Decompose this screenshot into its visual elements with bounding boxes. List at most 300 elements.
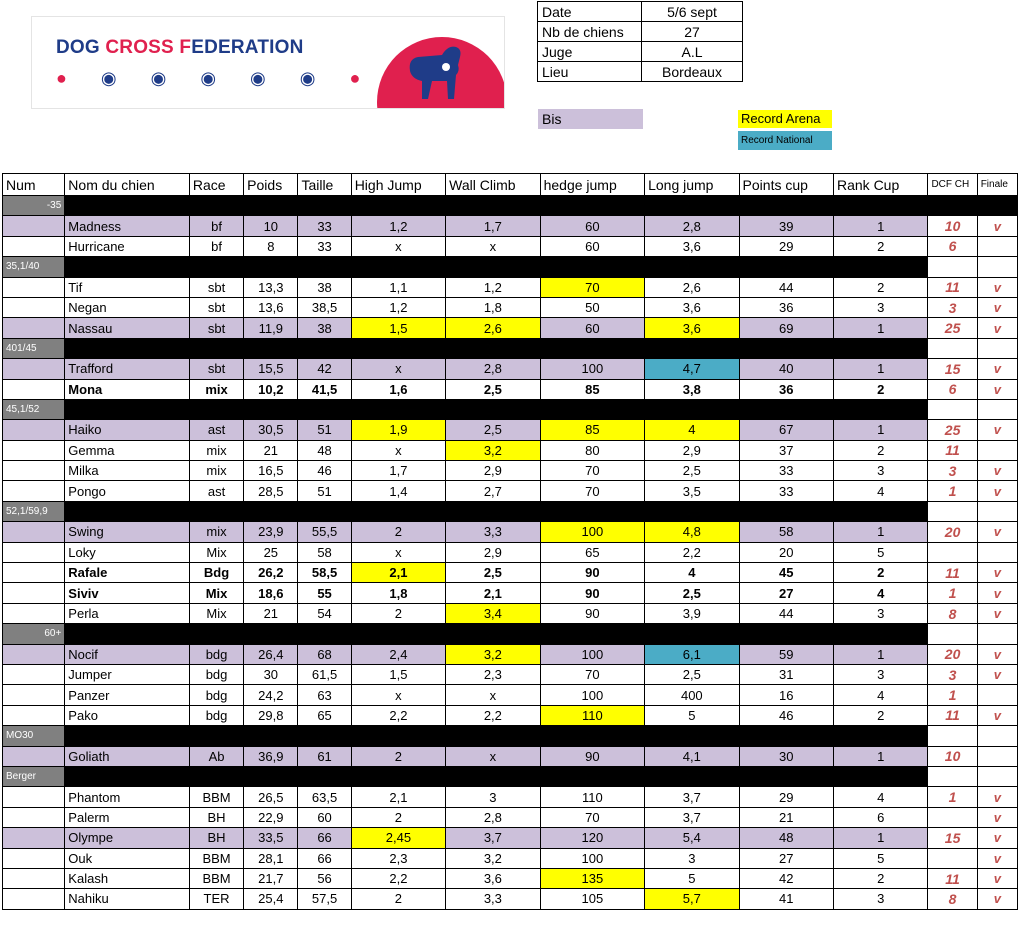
wall-cell: 3,2 — [446, 440, 540, 460]
long-cell: 3,7 — [645, 787, 739, 807]
name-cell: Phantom — [65, 787, 190, 807]
category-row — [3, 257, 1018, 277]
long-cell: 3,6 — [645, 297, 739, 317]
num-cell — [3, 481, 65, 501]
wall-cell: 3,4 — [446, 603, 540, 623]
rank-cell: 1 — [834, 359, 928, 379]
high-cell: 2,45 — [351, 828, 445, 848]
category-tail-cell — [977, 726, 1017, 746]
num-cell — [3, 542, 65, 562]
race-cell: bdg — [189, 705, 243, 725]
category-row — [3, 196, 1018, 216]
points-cell: 40 — [739, 359, 833, 379]
column-header: Rank Cup — [834, 174, 928, 196]
race-cell: Bdg — [189, 563, 243, 583]
race-cell: ast — [189, 420, 243, 440]
taille-cell: 66 — [298, 828, 351, 848]
poids-cell: 23,9 — [244, 522, 298, 542]
dcf-ch-cell: 25 — [928, 318, 977, 338]
name-cell: Jumper — [65, 664, 190, 684]
dcf-ch-cell — [928, 848, 977, 868]
dog-row — [3, 746, 1018, 766]
finale-cell: v — [977, 297, 1017, 317]
points-cell: 29 — [739, 787, 833, 807]
name-cell: Olympe — [65, 828, 190, 848]
high-cell: x — [351, 359, 445, 379]
race-cell: sbt — [189, 359, 243, 379]
dog-row — [3, 420, 1018, 440]
race-cell: bdg — [189, 664, 243, 684]
poids-cell: 21,7 — [244, 868, 298, 888]
wall-cell: 2,9 — [446, 461, 540, 481]
dcf-ch-cell: 15 — [928, 828, 977, 848]
dcf-ch-cell: 11 — [928, 440, 977, 460]
num-cell — [3, 664, 65, 684]
category-tail-cell — [977, 196, 1017, 216]
race-cell: BBM — [189, 868, 243, 888]
dcf-ch-cell: 25 — [928, 420, 977, 440]
category-tail-cell — [977, 501, 1017, 521]
dcf-ch-cell: 1 — [928, 481, 977, 501]
category-row — [3, 726, 1018, 746]
taille-cell: 48 — [298, 440, 351, 460]
column-header: Taille — [298, 174, 351, 196]
race-cell: mix — [189, 379, 243, 399]
wall-cell: 3,2 — [446, 848, 540, 868]
category-tail-cell — [977, 257, 1017, 277]
category-tail-cell — [977, 338, 1017, 358]
category-label: Berger — [3, 766, 65, 786]
hedge-cell: 60 — [540, 236, 645, 256]
name-cell: Hurricane — [65, 236, 190, 256]
rank-cell: 2 — [834, 440, 928, 460]
high-cell: x — [351, 542, 445, 562]
long-cell: 4 — [645, 563, 739, 583]
rank-cell: 2 — [834, 868, 928, 888]
long-cell: 3,5 — [645, 481, 739, 501]
race-cell: mix — [189, 461, 243, 481]
poids-cell: 21 — [244, 440, 298, 460]
column-header: Wall Climb — [446, 174, 540, 196]
taille-cell: 58 — [298, 542, 351, 562]
points-cell: 36 — [739, 297, 833, 317]
points-cell: 27 — [739, 583, 833, 603]
category-bar — [65, 338, 928, 358]
rank-cell: 4 — [834, 481, 928, 501]
hedge-cell: 100 — [540, 848, 645, 868]
category-bar — [65, 624, 928, 644]
name-cell: Rafale — [65, 563, 190, 583]
points-cell: 44 — [739, 277, 833, 297]
finale-cell — [977, 542, 1017, 562]
dcf-ch-cell: 11 — [928, 705, 977, 725]
name-cell: Palerm — [65, 807, 190, 827]
category-tail-cell — [928, 624, 977, 644]
dog-row — [3, 583, 1018, 603]
long-cell: 4,7 — [645, 359, 739, 379]
taille-cell: 55 — [298, 583, 351, 603]
rank-cell: 6 — [834, 807, 928, 827]
dog-row — [3, 297, 1018, 317]
results-table — [2, 173, 1018, 910]
taille-cell: 38 — [298, 318, 351, 338]
legend-record-national: Record National — [738, 131, 832, 150]
wall-cell: 2,7 — [446, 481, 540, 501]
taille-cell: 56 — [298, 868, 351, 888]
category-bar — [65, 399, 928, 419]
high-cell: 1,7 — [351, 461, 445, 481]
hedge-cell: 100 — [540, 522, 645, 542]
hedge-cell: 100 — [540, 359, 645, 379]
wall-cell: 1,2 — [446, 277, 540, 297]
dcf-ch-cell: 15 — [928, 359, 977, 379]
finale-cell: v — [977, 216, 1017, 236]
taille-cell: 61 — [298, 746, 351, 766]
wall-cell: 2,1 — [446, 583, 540, 603]
race-cell: bf — [189, 216, 243, 236]
taille-cell: 51 — [298, 481, 351, 501]
category-tail-cell — [928, 257, 977, 277]
dog-row — [3, 603, 1018, 623]
race-cell: BBM — [189, 787, 243, 807]
column-header: DCF CH — [928, 174, 977, 196]
category-label: MO30 — [3, 726, 65, 746]
num-cell — [3, 868, 65, 888]
num-cell — [3, 440, 65, 460]
poids-cell: 10 — [244, 216, 298, 236]
long-cell: 2,5 — [645, 664, 739, 684]
category-bar — [65, 501, 928, 521]
info-value: Bordeaux — [642, 62, 743, 82]
hedge-cell: 135 — [540, 868, 645, 888]
num-cell — [3, 889, 65, 909]
long-cell: 2,2 — [645, 542, 739, 562]
race-cell: Mix — [189, 583, 243, 603]
poids-cell: 8 — [244, 236, 298, 256]
dog-row — [3, 277, 1018, 297]
dog-row — [3, 664, 1018, 684]
wall-cell: 3 — [446, 787, 540, 807]
dcf-ch-cell: 6 — [928, 379, 977, 399]
info-label: Juge — [538, 42, 642, 62]
long-cell: 2,5 — [645, 583, 739, 603]
num-cell — [3, 297, 65, 317]
long-cell: 5,7 — [645, 889, 739, 909]
poids-cell: 13,3 — [244, 277, 298, 297]
taille-cell: 41,5 — [298, 379, 351, 399]
info-row — [538, 62, 743, 82]
race-cell: BBM — [189, 848, 243, 868]
high-cell: 1,9 — [351, 420, 445, 440]
name-cell: Perla — [65, 603, 190, 623]
finale-cell: v — [977, 828, 1017, 848]
poids-cell: 15,5 — [244, 359, 298, 379]
finale-cell: v — [977, 664, 1017, 684]
hedge-cell: 65 — [540, 542, 645, 562]
wall-cell: 2,2 — [446, 705, 540, 725]
taille-cell: 38 — [298, 277, 351, 297]
long-cell: 4 — [645, 420, 739, 440]
name-cell: Gemma — [65, 440, 190, 460]
dcf-ch-cell: 1 — [928, 787, 977, 807]
finale-cell: v — [977, 807, 1017, 827]
taille-cell: 57,5 — [298, 889, 351, 909]
running-dog-icon: ◉ — [299, 68, 316, 88]
poids-cell: 25,4 — [244, 889, 298, 909]
num-cell — [3, 583, 65, 603]
name-cell: Trafford — [65, 359, 190, 379]
paw-icon: ● — [349, 68, 361, 88]
high-cell: 2,3 — [351, 848, 445, 868]
high-cell: 1,2 — [351, 297, 445, 317]
category-tail-cell — [977, 766, 1017, 786]
taille-cell: 38,5 — [298, 297, 351, 317]
category-bar — [65, 766, 928, 786]
dcf-ch-cell: 20 — [928, 644, 977, 664]
wall-cell: 2,5 — [446, 379, 540, 399]
long-cell: 5,4 — [645, 828, 739, 848]
dcf-ch-cell: 3 — [928, 664, 977, 684]
hedge-cell: 120 — [540, 828, 645, 848]
dog-row — [3, 848, 1018, 868]
wall-climb-icon: ◉ — [150, 68, 167, 88]
dcf-ch-cell: 11 — [928, 277, 977, 297]
rank-cell: 2 — [834, 236, 928, 256]
rank-cell: 3 — [834, 889, 928, 909]
rank-cell: 2 — [834, 277, 928, 297]
dog-row — [3, 644, 1018, 664]
dcf-ch-cell: 1 — [928, 685, 977, 705]
info-value: 27 — [642, 22, 743, 42]
category-tail-cell — [928, 501, 977, 521]
category-label: 52,1/59,9 — [3, 501, 65, 521]
points-cell: 59 — [739, 644, 833, 664]
category-bar — [65, 196, 928, 216]
category-label: 45,1/52 — [3, 399, 65, 419]
finale-cell — [977, 440, 1017, 460]
finale-cell — [977, 746, 1017, 766]
rank-cell: 2 — [834, 563, 928, 583]
wall-cell: 2,3 — [446, 664, 540, 684]
high-cell: 2 — [351, 522, 445, 542]
hedge-cell: 80 — [540, 440, 645, 460]
dog-row — [3, 705, 1018, 725]
high-cell: 2 — [351, 807, 445, 827]
long-cell: 2,8 — [645, 216, 739, 236]
finale-cell: v — [977, 583, 1017, 603]
finale-cell: v — [977, 705, 1017, 725]
wall-cell: 3,3 — [446, 889, 540, 909]
taille-cell: 63 — [298, 685, 351, 705]
points-cell: 30 — [739, 746, 833, 766]
poids-cell: 33,5 — [244, 828, 298, 848]
taille-cell: 60 — [298, 807, 351, 827]
num-cell — [3, 685, 65, 705]
federation-logo — [31, 16, 505, 109]
category-tail-cell — [977, 624, 1017, 644]
category-bar — [65, 257, 928, 277]
taille-cell: 42 — [298, 359, 351, 379]
points-cell: 33 — [739, 481, 833, 501]
finale-cell: v — [977, 868, 1017, 888]
high-jump-icon: ◉ — [100, 68, 117, 88]
info-label: Date — [538, 2, 642, 22]
num-cell — [3, 461, 65, 481]
rank-cell: 2 — [834, 379, 928, 399]
rank-cell: 1 — [834, 828, 928, 848]
finale-cell: v — [977, 318, 1017, 338]
category-tail-cell — [928, 338, 977, 358]
name-cell: Pako — [65, 705, 190, 725]
long-cell: 3,6 — [645, 318, 739, 338]
points-cell: 20 — [739, 542, 833, 562]
finale-cell: v — [977, 277, 1017, 297]
rank-cell: 2 — [834, 705, 928, 725]
high-cell: 2 — [351, 889, 445, 909]
hedge-cell: 70 — [540, 481, 645, 501]
long-cell: 3,7 — [645, 807, 739, 827]
long-cell: 4,1 — [645, 746, 739, 766]
dcf-ch-cell: 11 — [928, 868, 977, 888]
name-cell: Panzer — [65, 685, 190, 705]
poids-cell: 30 — [244, 664, 298, 684]
category-row — [3, 624, 1018, 644]
race-cell: mix — [189, 440, 243, 460]
dog-row — [3, 807, 1018, 827]
num-cell — [3, 828, 65, 848]
taille-cell: 65 — [298, 705, 351, 725]
name-cell: Pongo — [65, 481, 190, 501]
hedge-cell: 70 — [540, 807, 645, 827]
name-cell: Swing — [65, 522, 190, 542]
wall-cell: x — [446, 685, 540, 705]
num-cell — [3, 644, 65, 664]
name-cell: Loky — [65, 542, 190, 562]
wall-cell: 2,5 — [446, 420, 540, 440]
name-cell: Nocif — [65, 644, 190, 664]
race-cell: BH — [189, 807, 243, 827]
category-label: 401/45 — [3, 338, 65, 358]
long-cell: 2,6 — [645, 277, 739, 297]
wall-cell: 2,8 — [446, 807, 540, 827]
high-cell: 2 — [351, 746, 445, 766]
hedge-cell: 60 — [540, 318, 645, 338]
high-cell: 2,2 — [351, 868, 445, 888]
category-bar — [65, 726, 928, 746]
long-cell: 2,5 — [645, 461, 739, 481]
dog-row — [3, 236, 1018, 256]
poids-cell: 26,4 — [244, 644, 298, 664]
category-tail-cell — [928, 726, 977, 746]
rank-cell: 5 — [834, 848, 928, 868]
poids-cell: 22,9 — [244, 807, 298, 827]
long-cell: 2,9 — [645, 440, 739, 460]
race-cell: mix — [189, 522, 243, 542]
race-cell: TER — [189, 889, 243, 909]
race-cell: Mix — [189, 542, 243, 562]
hedge-cell: 70 — [540, 461, 645, 481]
category-row — [3, 766, 1018, 786]
wall-cell: 2,9 — [446, 542, 540, 562]
high-cell: x — [351, 440, 445, 460]
dcf-ch-cell: 6 — [928, 236, 977, 256]
finale-cell: v — [977, 481, 1017, 501]
race-cell: ast — [189, 481, 243, 501]
column-header: Long jump — [645, 174, 739, 196]
points-cell: 45 — [739, 563, 833, 583]
rank-cell: 1 — [834, 746, 928, 766]
taille-cell: 55,5 — [298, 522, 351, 542]
points-cell: 69 — [739, 318, 833, 338]
dcf-ch-cell — [928, 542, 977, 562]
high-cell: 1,5 — [351, 664, 445, 684]
finale-cell: v — [977, 379, 1017, 399]
hedge-cell: 85 — [540, 420, 645, 440]
dog-row — [3, 440, 1018, 460]
poids-cell: 26,2 — [244, 563, 298, 583]
rank-cell: 1 — [834, 318, 928, 338]
high-cell: 1,6 — [351, 379, 445, 399]
name-cell: Negan — [65, 297, 190, 317]
dcf-ch-cell — [928, 807, 977, 827]
poids-cell: 36,9 — [244, 746, 298, 766]
hedge-cell: 90 — [540, 603, 645, 623]
dcf-ch-cell: 11 — [928, 563, 977, 583]
finale-cell: v — [977, 461, 1017, 481]
category-label: -35 — [3, 196, 65, 216]
finale-cell: v — [977, 644, 1017, 664]
dcf-ch-cell: 20 — [928, 522, 977, 542]
points-cell: 41 — [739, 889, 833, 909]
poids-cell: 30,5 — [244, 420, 298, 440]
hedge-cell: 50 — [540, 297, 645, 317]
wall-cell: x — [446, 236, 540, 256]
dcf-ch-cell: 8 — [928, 603, 977, 623]
num-cell — [3, 603, 65, 623]
category-row — [3, 399, 1018, 419]
name-cell: Mona — [65, 379, 190, 399]
num-cell — [3, 848, 65, 868]
wall-cell: 2,8 — [446, 359, 540, 379]
rank-cell: 3 — [834, 603, 928, 623]
taille-cell: 54 — [298, 603, 351, 623]
column-header: hedge jump — [540, 174, 645, 196]
race-cell: Mix — [189, 603, 243, 623]
column-header: Points cup — [739, 174, 833, 196]
rank-cell: 1 — [834, 522, 928, 542]
wall-cell: 3,3 — [446, 522, 540, 542]
poids-cell: 11,9 — [244, 318, 298, 338]
category-label: 60+ — [3, 624, 65, 644]
paw-icon: ● — [56, 68, 67, 88]
race-cell: bdg — [189, 644, 243, 664]
long-cell: 6,1 — [645, 644, 739, 664]
num-cell — [3, 379, 65, 399]
name-cell: Nahiku — [65, 889, 190, 909]
finale-cell: v — [977, 563, 1017, 583]
race-cell: Ab — [189, 746, 243, 766]
num-cell — [3, 563, 65, 583]
dcf-ch-cell: 8 — [928, 889, 977, 909]
points-cell: 36 — [739, 379, 833, 399]
event-info-table — [537, 1, 743, 82]
high-cell: 1,1 — [351, 277, 445, 297]
hedge-cell: 110 — [540, 787, 645, 807]
high-cell: 1,2 — [351, 216, 445, 236]
taille-cell: 51 — [298, 420, 351, 440]
name-cell: Ouk — [65, 848, 190, 868]
dog-row — [3, 889, 1018, 909]
